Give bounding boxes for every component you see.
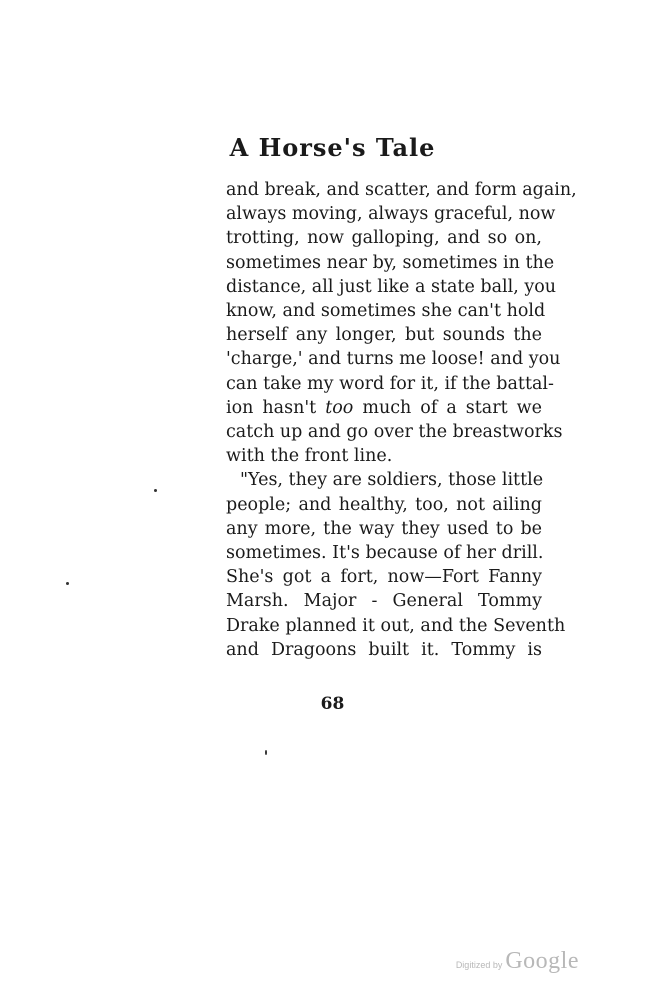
text-line: Drake planned it out, and the Seventh — [226, 615, 566, 636]
text-segment: much of a start we — [362, 397, 542, 418]
text-line: know, and sometimes she can't hold — [226, 301, 546, 322]
page-number: 68 — [320, 694, 345, 714]
text-line: trotting, now galloping, and so on, — [226, 228, 542, 249]
digitized-by-label: Digitized by — [455, 960, 503, 970]
text-line: people; and healthy, too, not ailing — [226, 494, 542, 515]
text-line: can take my word for it, if the battal- — [226, 373, 554, 394]
text-line: and break, and scatter, and form again, — [226, 180, 577, 200]
text-line: Marsh. Major - General Tommy — [226, 591, 542, 612]
text-line: 'charge,' and turns me loose! and you — [226, 349, 561, 370]
italic-word: too — [325, 397, 354, 418]
text-line: sometimes. It's because of her drill. — [226, 543, 544, 564]
text-line: any more, the way they used to be — [226, 518, 542, 539]
running-title: A Horse's Tale — [229, 133, 436, 162]
text-segment: ion hasn't — [226, 397, 317, 418]
text-line-with-italic — [226, 396, 542, 420]
text-line: sometimes near by, sometimes in the — [226, 252, 555, 273]
paragraph-end-line: with the front line. — [226, 446, 393, 467]
body-text — [226, 178, 577, 662]
paragraph-start-line: "Yes, they are soldiers, those little — [240, 470, 544, 491]
text-line: herself any longer, but sounds the — [226, 325, 542, 346]
scan-speck — [265, 750, 267, 755]
text-line: distance, all just like a state ball, you — [226, 276, 557, 297]
google-logo: Google — [505, 948, 579, 974]
text-line: catch up and go over the breastworks — [226, 422, 563, 443]
text-line: always moving, always graceful, now — [226, 204, 556, 225]
scan-speck — [66, 582, 69, 585]
text-line: She's got a fort, now—Fort Fanny — [226, 567, 542, 588]
scan-speck — [154, 489, 157, 492]
text-line: and Dragoons built it. Tommy is — [226, 639, 542, 660]
